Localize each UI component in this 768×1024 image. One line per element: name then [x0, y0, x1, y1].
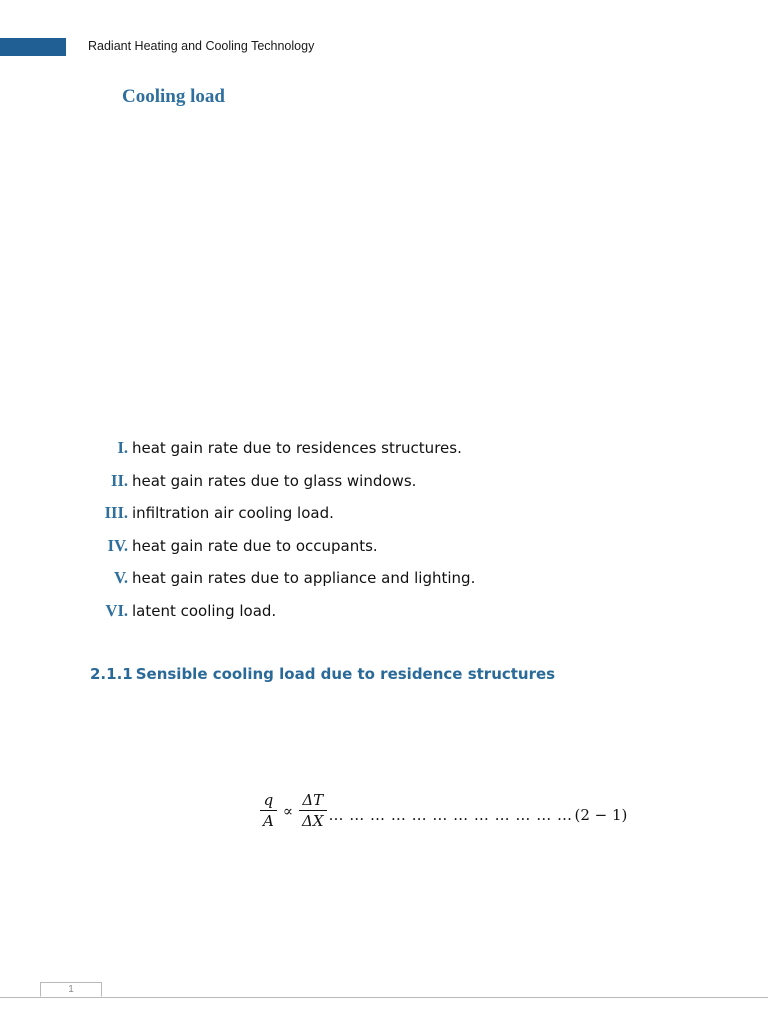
equation-2-1 [258, 790, 627, 831]
list-item-number: II. [111, 470, 128, 490]
list-item-number: IV. [107, 535, 128, 555]
section-title: Cooling load [122, 86, 225, 107]
equation-lhs-denominator: A [263, 812, 274, 830]
list-item-text: heat gain rate due to occupants. [132, 536, 378, 555]
list-item-number: VI. [105, 600, 128, 620]
list-item [90, 438, 475, 471]
subsection-title: Sensible cooling load due to residence structures [135, 665, 556, 683]
list-item [90, 568, 475, 601]
footer-divider [0, 997, 768, 998]
running-header-title: Radiant Heating and Cooling Technology [88, 39, 315, 53]
equation-number: (2 − 1) [574, 805, 628, 824]
subsection-number: 2.1.1 [90, 665, 133, 683]
list-item [90, 471, 475, 504]
equation-rhs-fraction [299, 790, 327, 831]
list-item-text: latent cooling load. [132, 601, 277, 620]
list-item [90, 536, 475, 569]
list-item-text: infiltration air cooling load. [132, 504, 334, 522]
subsection-heading [90, 665, 555, 683]
equation-rhs-denominator: ΔX [302, 812, 324, 830]
cooling-load-components-list [90, 438, 475, 633]
list-item [90, 503, 475, 536]
list-item-number: I. [117, 438, 128, 457]
equation-proportional-symbol: ∝ [282, 801, 293, 820]
equation-lhs-fraction [260, 790, 277, 831]
list-item-text: heat gain rates due to glass windows. [132, 471, 417, 490]
header-accent-bar [0, 38, 66, 56]
equation-rhs-numerator: ΔT [302, 791, 324, 809]
list-item-text: heat gain rate due to residences structures. [132, 439, 462, 457]
list-item-number: III. [104, 503, 128, 522]
equation-lhs-numerator: q [263, 791, 274, 809]
page-number: 1 [40, 982, 102, 997]
list-item-number: V. [114, 568, 128, 587]
list-item [90, 601, 475, 634]
equation-leader-dots: … … … … … … … … … … … … [328, 805, 573, 824]
list-item-text: heat gain rates due to appliance and lighting. [132, 569, 476, 587]
